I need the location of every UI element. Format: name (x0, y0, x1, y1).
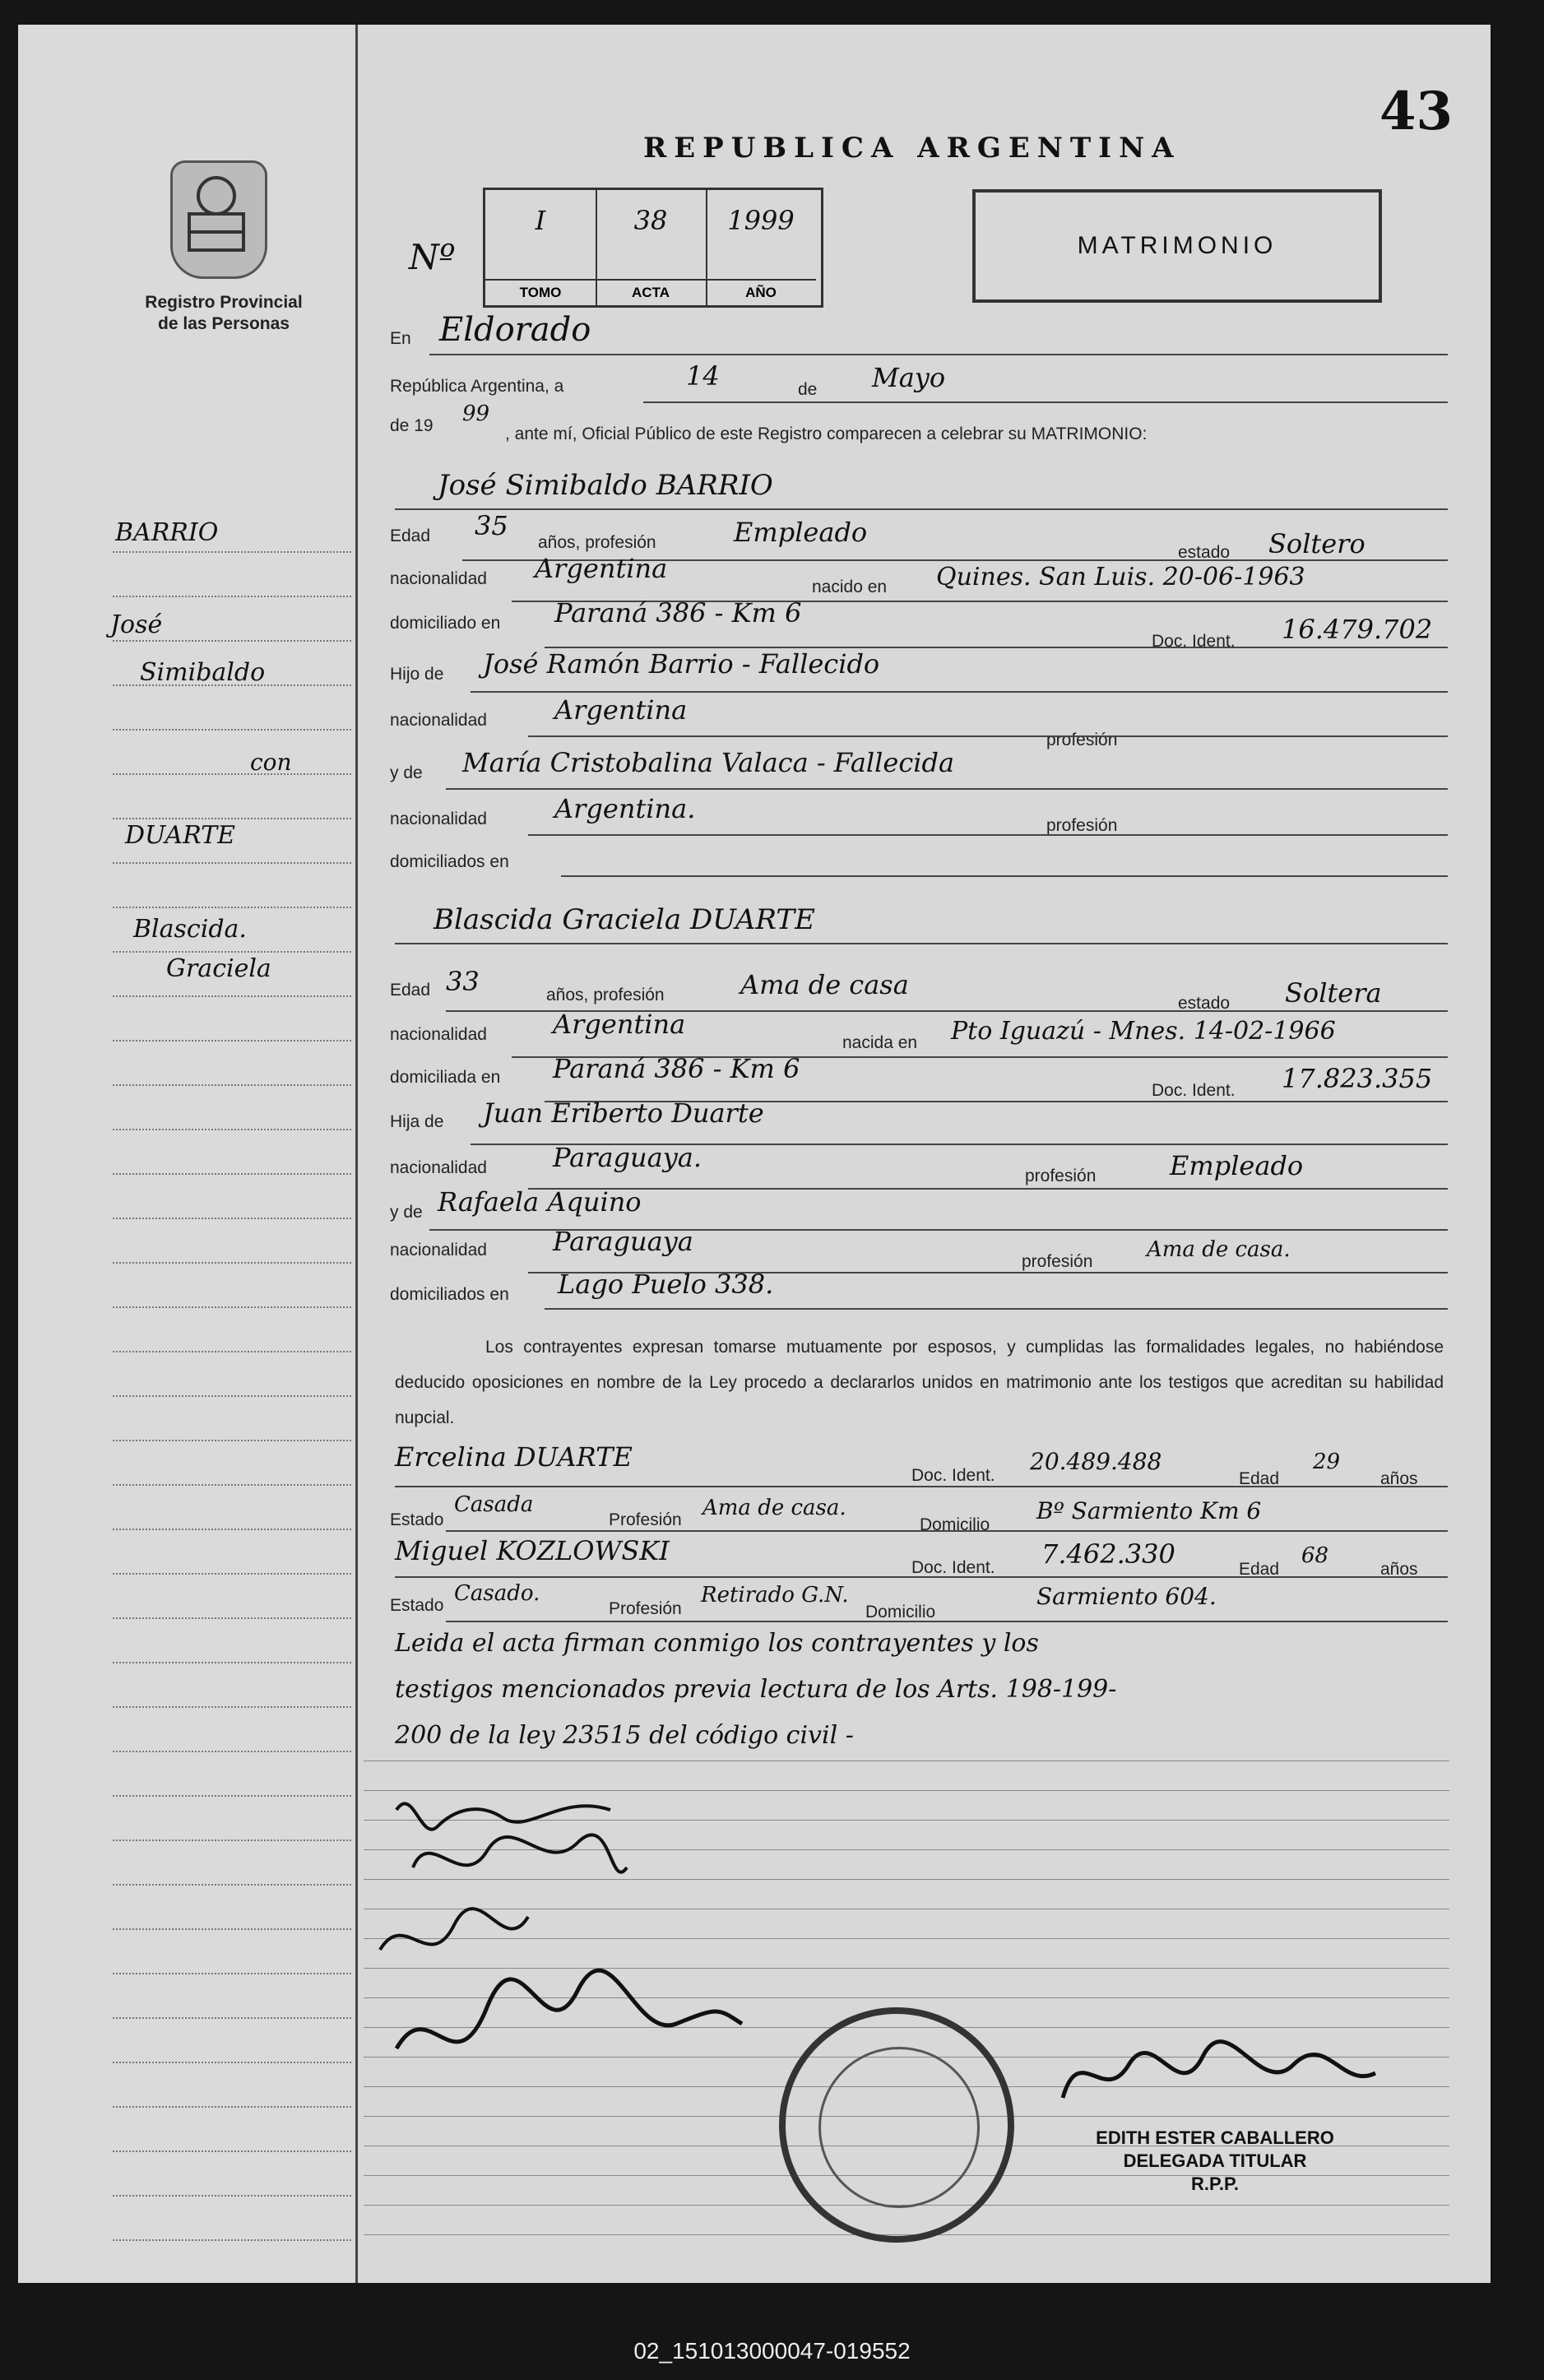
bride-father-nat: Paraguaya. (553, 1142, 702, 1173)
bride-mother-nat-label: nacionalidad (390, 1241, 487, 1260)
margin-con: con (250, 749, 292, 776)
margin-rule (113, 596, 351, 597)
margin-rule (113, 2106, 351, 2108)
margin-rule (113, 2150, 351, 2152)
margin-column (18, 25, 358, 2283)
tomo-acta-anio-box (483, 188, 823, 308)
witness1-age: 29 (1313, 1450, 1341, 1474)
bride-yde-label: y de (390, 1203, 423, 1222)
witness1-doc: 20.489.488 (1030, 1448, 1162, 1475)
groom-birth: Quines. San Luis. 20-06-1963 (936, 563, 1305, 592)
margin-rule (113, 2239, 351, 2241)
margin-rule (113, 640, 351, 642)
bride-estado-label: estado (1178, 994, 1231, 1013)
witness2-name: Miguel KOZLOWSKI (395, 1535, 670, 1566)
margin-rule (113, 1973, 351, 1974)
groom-father-nat-label: nacionalidad (390, 711, 487, 730)
witness1-estado-label: Estado (390, 1510, 444, 1529)
margin-rule (113, 862, 351, 864)
closing-note-line-2: testigos mencionados previa lectura de los Arts. 198-199- (395, 1675, 1117, 1704)
de-label: de (798, 380, 818, 399)
coat-of-arms-icon (170, 160, 267, 279)
witness1-edad-label: Edad (1239, 1469, 1280, 1488)
witness1-doc-label: Doc. Ident. (911, 1466, 995, 1485)
tomo-label: TOMO (485, 279, 596, 305)
margin-groom-first: José (110, 610, 163, 639)
witness2-edad-label: Edad (1239, 1560, 1280, 1579)
groom-domiciliados-label: domiciliados en (390, 852, 509, 871)
bride-age: 33 (446, 966, 480, 997)
groom-edad-label: Edad (390, 527, 431, 545)
margin-rule (113, 1129, 351, 1130)
groom-estado-label: estado (1178, 543, 1231, 562)
margin-rule (113, 1262, 351, 1264)
witness2-doc: 7.462.330 (1041, 1538, 1175, 1570)
bride-mother-nat: Paraguaya (553, 1226, 693, 1257)
margin-rule (113, 1795, 351, 1797)
registry-label: Registro Provincial de las Personas (145, 293, 303, 333)
bride-profesion-label: años, profesión (546, 986, 665, 1004)
nro-label: Nº (409, 237, 456, 277)
bride-father-prof: Empleado (1170, 1150, 1304, 1181)
witness2-status: Casado. (454, 1581, 540, 1606)
margin-rule (113, 907, 351, 908)
margin-rule (113, 1706, 351, 1708)
margin-rule (113, 1306, 351, 1308)
margin-rule (113, 1395, 351, 1397)
margin-rule (113, 1084, 351, 1086)
groom-doc: 16.479.702 (1282, 614, 1433, 645)
witness1-anos-label: años (1380, 1469, 1418, 1488)
margin-rule (113, 1617, 351, 1619)
bride-doc-label: Doc. Ident. (1152, 1081, 1236, 1100)
witness1-name: Ercelina DUARTE (395, 1441, 633, 1473)
witness2-profesion-label: Profesión (609, 1599, 682, 1618)
margin-rule (113, 2062, 351, 2063)
month-value: Mayo (872, 362, 946, 393)
witness2-anos-label: años (1380, 1560, 1418, 1579)
margin-rule (113, 2017, 351, 2019)
margin-rule (113, 1928, 351, 1930)
margin-rule (113, 1751, 351, 1752)
groom-mother-prof-label: profesión (1046, 816, 1118, 835)
official-initials: R.P.P. (1191, 2174, 1239, 2194)
bride-hija-label: Hija de (390, 1112, 444, 1131)
official-title: DELEGADA TITULAR (1123, 2150, 1307, 2171)
margin-rule (113, 1351, 351, 1352)
day-value: 14 (686, 360, 720, 392)
groom-profesion-label: años, profesión (538, 533, 656, 552)
bride-mother-prof-label: profesión (1022, 1252, 1093, 1271)
official-signature (1046, 2032, 1392, 2127)
bride-edad-label: Edad (390, 981, 431, 1000)
groom-nac-label: nacionalidad (390, 569, 487, 588)
year-prefix: de 19 (390, 416, 434, 435)
groom-yde-label: y de (390, 763, 423, 782)
acta-label: ACTA (596, 279, 706, 305)
witness1-domicilio-label: Domicilio (920, 1515, 990, 1534)
register-page (18, 25, 1491, 2283)
acta-value: 38 (633, 205, 668, 236)
groom-mother: María Cristobalina Valaca - Fallecida (462, 747, 955, 778)
witness2-domicile: Sarmiento 604. (1036, 1583, 1217, 1610)
official-seal (1050, 2127, 1379, 2196)
margin-groom-surname: BARRIO (115, 518, 219, 547)
bride-domicile: Lago Puelo 338. (558, 1269, 774, 1300)
witness2-profession: Retirado G.N. (701, 1583, 849, 1608)
groom-father-prof-label: profesión (1046, 731, 1118, 749)
groom-hijo-label: Hijo de (390, 665, 444, 684)
closing-note-line-1: Leida el acta firman conmigo los contrayentes y los (395, 1629, 1039, 1658)
margin-rule (113, 1218, 351, 1219)
anio-value: 1999 (727, 205, 795, 236)
bride-birth: Pto Iguazú - Mnes. 14-02-1966 (951, 1017, 1336, 1046)
closing-note-line-3: 200 de la ley 23515 del código civil - (395, 1721, 854, 1750)
margin-rule (113, 1662, 351, 1663)
bride-domiciliados-label: domiciliados en (390, 1285, 509, 1304)
margin-rule (113, 818, 351, 819)
place-value: Eldorado (439, 311, 591, 349)
groom-profession: Empleado (734, 517, 868, 548)
groom-father: José Ramón Barrio - Fallecido (483, 648, 880, 680)
witness2-doc-label: Doc. Ident. (911, 1558, 995, 1577)
margin-groom-middle: Simibaldo (140, 658, 266, 687)
margin-rule (113, 1884, 351, 1886)
signatures (364, 1777, 758, 2135)
margin-rule (113, 1529, 351, 1530)
bride-address: Paraná 386 - Km 6 (553, 1053, 800, 1084)
margin-rule (113, 551, 351, 553)
bride-father: Juan Eriberto Duarte (483, 1097, 764, 1129)
groom-doc-label: Doc. Ident. (1152, 632, 1236, 651)
margin-rule (113, 1840, 351, 1841)
bride-father-nat-label: nacionalidad (390, 1158, 487, 1177)
groom-nacido-label: nacido en (812, 578, 888, 596)
bride-mother: Rafaela Aquino (438, 1186, 642, 1218)
official-stamp (779, 2007, 1014, 2243)
margin-rule (113, 729, 351, 731)
bride-status: Soltera (1285, 977, 1382, 1009)
margin-bride-middle: Graciela (166, 954, 271, 983)
en-label: En (390, 329, 411, 348)
groom-mother-nat-label: nacionalidad (390, 810, 487, 828)
margin-bride-first: Blascida. (133, 915, 247, 944)
year-suffix: 99 (462, 401, 490, 426)
groom-father-nat: Argentina (554, 694, 688, 726)
bride-mother-prof: Ama de casa. (1147, 1237, 1291, 1262)
margin-rule (113, 2195, 351, 2197)
margin-rule (113, 1440, 351, 1441)
margin-rule (113, 1573, 351, 1575)
witness2-estado-label: Estado (390, 1596, 444, 1615)
bride-name: Blascida Graciela DUARTE (434, 903, 815, 936)
official-name: EDITH ESTER CABALLERO (1096, 2127, 1334, 2148)
groom-dom-label: domiciliado en (390, 614, 501, 633)
groom-status: Soltero (1268, 528, 1365, 559)
witness1-profesion-label: Profesión (609, 1510, 682, 1529)
republica-label: República Argentina, a (390, 377, 564, 396)
bride-nationality: Argentina (553, 1009, 686, 1040)
witness1-profession: Ama de casa. (702, 1496, 846, 1520)
margin-rule (113, 951, 351, 953)
groom-name: José Simibaldo BARRIO (438, 469, 773, 502)
tomo-value: I (535, 205, 546, 236)
margin-rule (113, 1484, 351, 1486)
groom-age: 35 (475, 510, 508, 541)
bride-dom-label: domiciliada en (390, 1068, 501, 1087)
page-number: 43 (1379, 81, 1454, 142)
bride-nacida-label: nacida en (842, 1033, 918, 1052)
margin-rule (113, 995, 351, 997)
witness1-domicile: Bº Sarmiento Km 6 (1036, 1497, 1262, 1524)
bride-profession: Ama de casa (740, 969, 909, 1000)
bride-father-prof-label: profesión (1025, 1167, 1097, 1185)
comparecen-text: , ante mí, Oficial Público de este Registro comparecen a celebrar su MATRIMONIO: (505, 425, 1148, 443)
country-title: REPUBLICA ARGENTINA (643, 132, 1181, 165)
margin-rule (113, 1040, 351, 1042)
margin-bride-surname: DUARTE (125, 821, 236, 850)
document-type-box: MATRIMONIO (972, 189, 1382, 303)
witness1-status: Casada (454, 1492, 534, 1517)
declaration-text: Los contrayentes expresan tomarse mutuamente por esposos, y cumplidas las formalidades legales, no habiéndose deducido oposiciones en nombre de la Ley procedo a declararlos unidos en matrimonio ante los testigos que acreditan su habilidad nupcial. (395, 1338, 1444, 1427)
groom-address: Paraná 386 - Km 6 (554, 597, 802, 629)
margin-rule (113, 773, 351, 775)
witness2-age: 68 (1301, 1543, 1329, 1568)
bride-nac-label: nacionalidad (390, 1025, 487, 1044)
witness2-domicilio-label: Domicilio (865, 1603, 936, 1621)
footer-code: 02_151013000047-019552 (633, 2338, 911, 2364)
groom-mother-nat: Argentina. (554, 793, 696, 824)
margin-rule (113, 1173, 351, 1175)
bride-doc: 17.823.355 (1282, 1063, 1433, 1094)
groom-nationality: Argentina (535, 553, 668, 584)
anio-label: AÑO (706, 279, 816, 305)
